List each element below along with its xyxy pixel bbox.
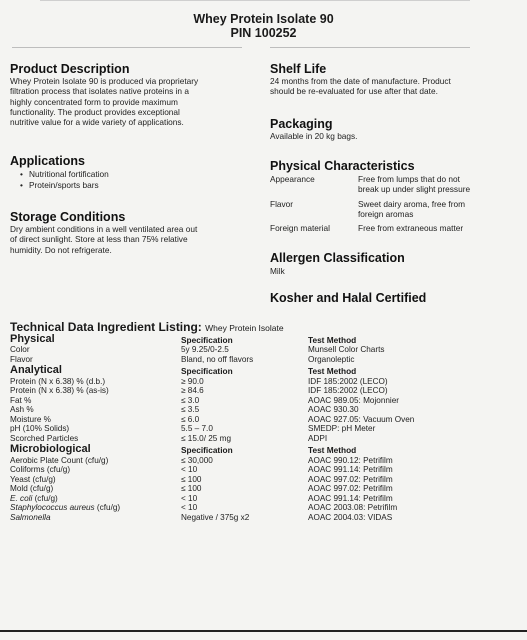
text-line: break up under slight pressure [358,184,471,195]
table-cell-test-method: Organoleptic [308,354,355,364]
table-cell-specification: ≤ 3.0 [181,395,200,405]
table-cell-specification: ≤ 3.5 [181,405,200,414]
text-line: humidity. Do not refrigerate. [10,244,112,255]
text-line: 24 months from the date of manufacture. Product [270,76,451,86]
appearance-row [270,174,520,196]
table-cell-test-method: Munsell Color Charts [308,345,385,354]
table-cell-specification: < 10 [181,465,198,474]
table-cell-parameter: pH (10% Solids) [10,424,70,433]
table-cell-parameter: Fat % [10,395,32,405]
table-cell-parameter: Mold (cfu/g) [10,484,54,493]
section-heading-microbiological: Microbiological [10,443,91,455]
table-cell-parameter: Moisture % [10,414,51,424]
table-cell-specification: < 10 [181,503,198,512]
table-cell-test-method: AOAC 991.14: Petrifilm [308,465,393,474]
text-line: Whey Protein Isolate 90 is produced via proprietary [10,76,199,86]
table-cell-test-method: AOAC 2003.08: Petrifilm [308,503,398,512]
table-cell-test-method: SMEDP: pH Meter [308,424,376,433]
table-cell-parameter: Scorched Particles [10,433,79,443]
unit-text: (cfu/g) [94,503,121,512]
header-divider-right [270,47,470,48]
flavor-row [270,199,520,221]
text-line: Free from lumps that do not [358,174,460,184]
table-cell-specification: ≤ 15.0/ 25 mg [181,433,232,443]
applications-heading: Applications [10,154,86,168]
organism-name: E. coli [10,493,33,503]
table-cell-specification: ≤ 100 [181,474,202,484]
table-cell-specification: Negative / 375g x2 [181,512,250,522]
text-line: filtration process that isolates native proteins in a [10,86,189,97]
packaging-text: Available in 20 kg bags. [270,131,358,141]
organism-name: Staphylococcus aureus [10,503,95,512]
shelf-life-heading: Shelf Life [270,62,327,76]
table-cell-specification: < 10 [181,493,198,503]
storage-text [10,224,265,255]
table-cell-specification: Bland, no off flavors [181,354,254,364]
allergen-heading: Allergen Classification [270,251,405,265]
text-line: nutritive value for a wide variety of applications. [10,117,184,128]
top-border [40,0,470,1]
table-cell-parameter: Yeast (cfu/g) [10,474,56,484]
foreign-material-label: Foreign material [270,223,330,233]
table-cell-parameter: Ash % [10,405,34,414]
text-line: should be re-evaluated for use after that date. [270,86,438,97]
text-line: of direct sunlight. Store at less than 75% relative [10,234,188,245]
table-cell-parameter: Aerobic Plate Count (cfu/g) [10,455,109,465]
section-heading-physical: Physical [10,332,55,345]
table-cell-parameter: Color [10,345,30,354]
product-description-text [10,76,265,127]
kosher-halal-heading: Kosher and Halal Certified [270,291,427,305]
header-divider-left [12,47,242,48]
text-line: Free from extraneous matter [358,223,464,233]
table-cell-parameter [10,494,58,503]
text-line: foreign aromas [358,209,414,220]
table-cell-specification: ≥ 90.0 [181,376,204,386]
table-cell-test-method: IDF 185:2002 (LECO) [308,376,388,386]
section-heading-analytical: Analytical [10,364,62,376]
table-cell-test-method: AOAC 2004.03: VIDAS [308,512,393,522]
table-cell-specification: ≤ 6.0 [181,414,200,424]
table-cell-test-method: AOAC 990.12: Petrifilm [308,455,393,465]
table-cell-test-method: IDF 185:2002 (LECO) [308,386,388,395]
foreign-material-row [270,223,520,235]
test-method-header: Test Method [308,366,357,376]
text-line: Sweet dairy aroma, free from [358,199,465,209]
packaging-heading: Packaging [270,117,333,131]
test-method-header: Test Method [308,334,357,345]
table-cell-test-method: AOAC 997.02: Petrifilm [308,484,393,493]
technical-title-text: Technical Data Ingredient Listing: [10,320,202,334]
list-item: • Protein/sports bars [20,180,109,191]
table-cell-specification: 5y 9.25/0-2.5 [181,345,229,354]
table-cell-test-method: AOAC 989.05: Mojonnier [308,395,400,405]
table-cell-test-method: AOAC 930.30 [308,405,359,414]
specification-header: Specification [181,334,233,345]
specification-header: Specification [181,445,233,455]
foreign-material-value [358,223,523,233]
document-pin: PIN 100252 [230,26,297,40]
table-cell-parameter [10,503,120,512]
appearance-value [358,174,523,195]
storage-heading: Storage Conditions [10,210,126,224]
table-cell-test-method: AOAC 997.02: Petrifilm [308,474,393,484]
document-title: Whey Protein Isolate 90 [193,12,334,26]
technical-subtitle: Whey Protein Isolate [205,323,284,333]
unit-text: (cfu/g) [32,493,58,503]
table-cell-parameter: Protein (N x 6.38) % (as-is) [10,386,109,395]
table-cell-specification: ≤ 100 [181,484,202,493]
appearance-label: Appearance [270,174,315,184]
table-cell-test-method: AOAC 927.05: Vacuum Oven [308,414,415,424]
specification-header: Specification [181,366,233,376]
table-cell-parameter: Salmonella [10,512,51,522]
table-cell-specification: ≥ 84.6 [181,386,204,395]
table-cell-parameter: Protein (N x 6.38) % (d.b.) [10,376,106,386]
bottom-border [0,630,527,632]
flavor-value [358,199,523,220]
applications-list [20,169,109,190]
table-cell-specification: 5.5 – 7.0 [181,424,213,433]
table-cell-test-method: ADPI [308,433,328,443]
text-line: Dry ambient conditions in a well ventilated area out [10,224,198,234]
text-line: functionality. The product provides exceptional [10,106,180,117]
list-item: • Nutritional fortification [20,169,109,180]
table-cell-parameter: Coliforms (cfu/g) [10,465,71,474]
text-line: highly concentrated form to provide maximum [10,96,178,107]
table-cell-test-method: AOAC 991.14: Petrifilm [308,493,393,503]
physical-characteristics-heading: Physical Characteristics [270,159,415,173]
flavor-label: Flavor [270,199,294,209]
table-cell-specification: ≤ 30,000 [181,455,213,465]
table-cell-parameter: Flavor [10,354,33,364]
test-method-header: Test Method [308,445,357,455]
product-description-heading: Product Description [10,62,130,76]
allergen-text: Milk [270,266,285,276]
shelf-life-text [270,76,520,97]
